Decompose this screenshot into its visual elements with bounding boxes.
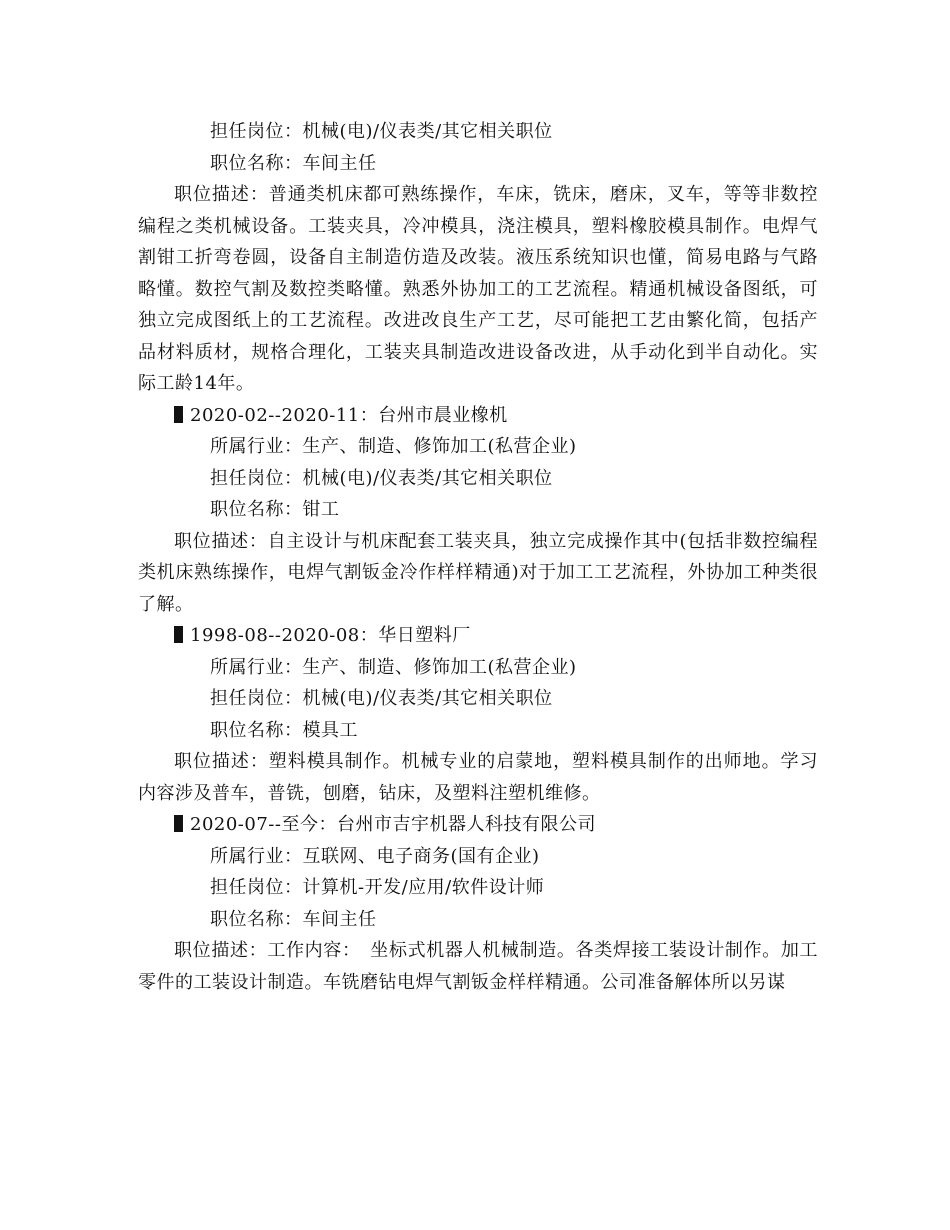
title-value: 车间主任 <box>302 152 377 174</box>
entry3-industry-row <box>138 841 818 873</box>
entry-heading-text: 2020-07--至今：台州市吉宇机器人科技有限公司 <box>190 814 596 835</box>
desc-label: 职位描述： <box>174 184 269 205</box>
position-label: 担任岗位： <box>210 467 303 489</box>
title-value: 车间主任 <box>302 908 377 930</box>
entry-heading-text: 1998-08--2020-08：华日塑料厂 <box>190 625 471 646</box>
industry-value: 生产、制造、修饰加工(私营企业) <box>302 436 577 457</box>
entry2-position-row <box>138 683 818 715</box>
title-value: 钳工 <box>302 499 340 520</box>
desc-label: 职位描述： <box>174 940 268 961</box>
entry1-description <box>138 526 818 621</box>
entry2-description <box>138 746 818 809</box>
bullet-marker <box>174 815 183 832</box>
industry-value: 生产、制造、修饰加工(私营企业) <box>302 656 577 678</box>
entry2-industry-row <box>138 652 818 684</box>
entry3-heading <box>138 809 818 841</box>
bullet-marker <box>174 626 183 643</box>
position-label: 担任岗位： <box>210 121 303 142</box>
industry-label: 所属行业： <box>210 845 303 867</box>
entry2-heading <box>138 620 818 652</box>
entry3-position-row <box>138 872 818 904</box>
entry1-heading <box>138 400 818 432</box>
entry3-description <box>138 935 818 998</box>
entry-heading-text: 2020-02--2020-11：台州市晨业橡机 <box>190 404 508 426</box>
title-label: 职位名称： <box>210 499 303 520</box>
industry-label: 所属行业： <box>210 436 303 457</box>
position-value: 计算机-开发/应用/软件设计师 <box>302 877 545 898</box>
entry1-title-row <box>138 494 818 526</box>
desc-text: 塑料模具制作。机械专业的启蒙地，塑料模具制作的出师地。学习内容涉及普车，普铣，刨磨，钻床，及塑料注塑机维修。 <box>138 751 819 804</box>
desc-text: 普通类机床都可熟练操作，车床，铣床，磨床，叉车，等等非数控编程之类机械设备。工装夹具，冷冲模具，浇注模具，塑料橡胶模具制作。电焊气割钳工折弯卷圆，设备自主制造仿造及改装。液压系统知识也懂，简易电路与气路略懂。数控气割及数控类略懂。熟悉外协加工的工艺流程。精通机械设备图纸，可独立完成图纸上的工艺流程。改进改良生产工艺，尽可能把工艺由繁化简，包括产品材料质材，规格合理化，工装夹具制造改进设备改进，从手动化到半自动化。实际工龄14年。 <box>138 184 819 394</box>
position-value: 机械(电)/仪表类/其它相关职位 <box>302 121 553 142</box>
entry0-position-row <box>138 116 818 148</box>
title-value: 模具工 <box>302 719 358 741</box>
resume-work-history <box>138 116 818 998</box>
industry-value: 互联网、电子商务(国有企业) <box>302 845 540 867</box>
position-label: 担任岗位： <box>210 877 303 898</box>
title-label: 职位名称： <box>210 719 303 741</box>
title-label: 职位名称： <box>210 152 303 174</box>
entry1-position-row <box>138 463 818 495</box>
position-value: 机械(电)/仪表类/其它相关职位 <box>302 467 553 489</box>
desc-text: 自主设计与机床配套工装夹具，独立完成操作其中(包括非数控编程类机床熟练操作，电焊气割钣金冷作样样精通)对于加工工艺流程，外协加工种类很了解。 <box>138 530 818 615</box>
title-label: 职位名称： <box>210 908 303 930</box>
entry1-industry-row <box>138 431 818 463</box>
bullet-marker <box>174 406 183 423</box>
entry0-title-row <box>138 148 818 180</box>
entry0-description <box>138 179 818 400</box>
desc-label: 职位描述： <box>174 530 268 552</box>
desc-text: 工作内容： 坐标式机器人机械制造。各类焊接工装设计制作。加工零件的工装设计制造。车铣磨钻电焊气割钣金样样精通。公司准备解体所以另谋 <box>138 940 819 993</box>
entry2-title-row <box>138 715 818 747</box>
desc-label: 职位描述： <box>174 751 269 772</box>
industry-label: 所属行业： <box>210 656 303 678</box>
position-value: 机械(电)/仪表类/其它相关职位 <box>302 688 553 709</box>
position-label: 担任岗位： <box>210 688 303 709</box>
entry3-title-row <box>138 904 818 936</box>
